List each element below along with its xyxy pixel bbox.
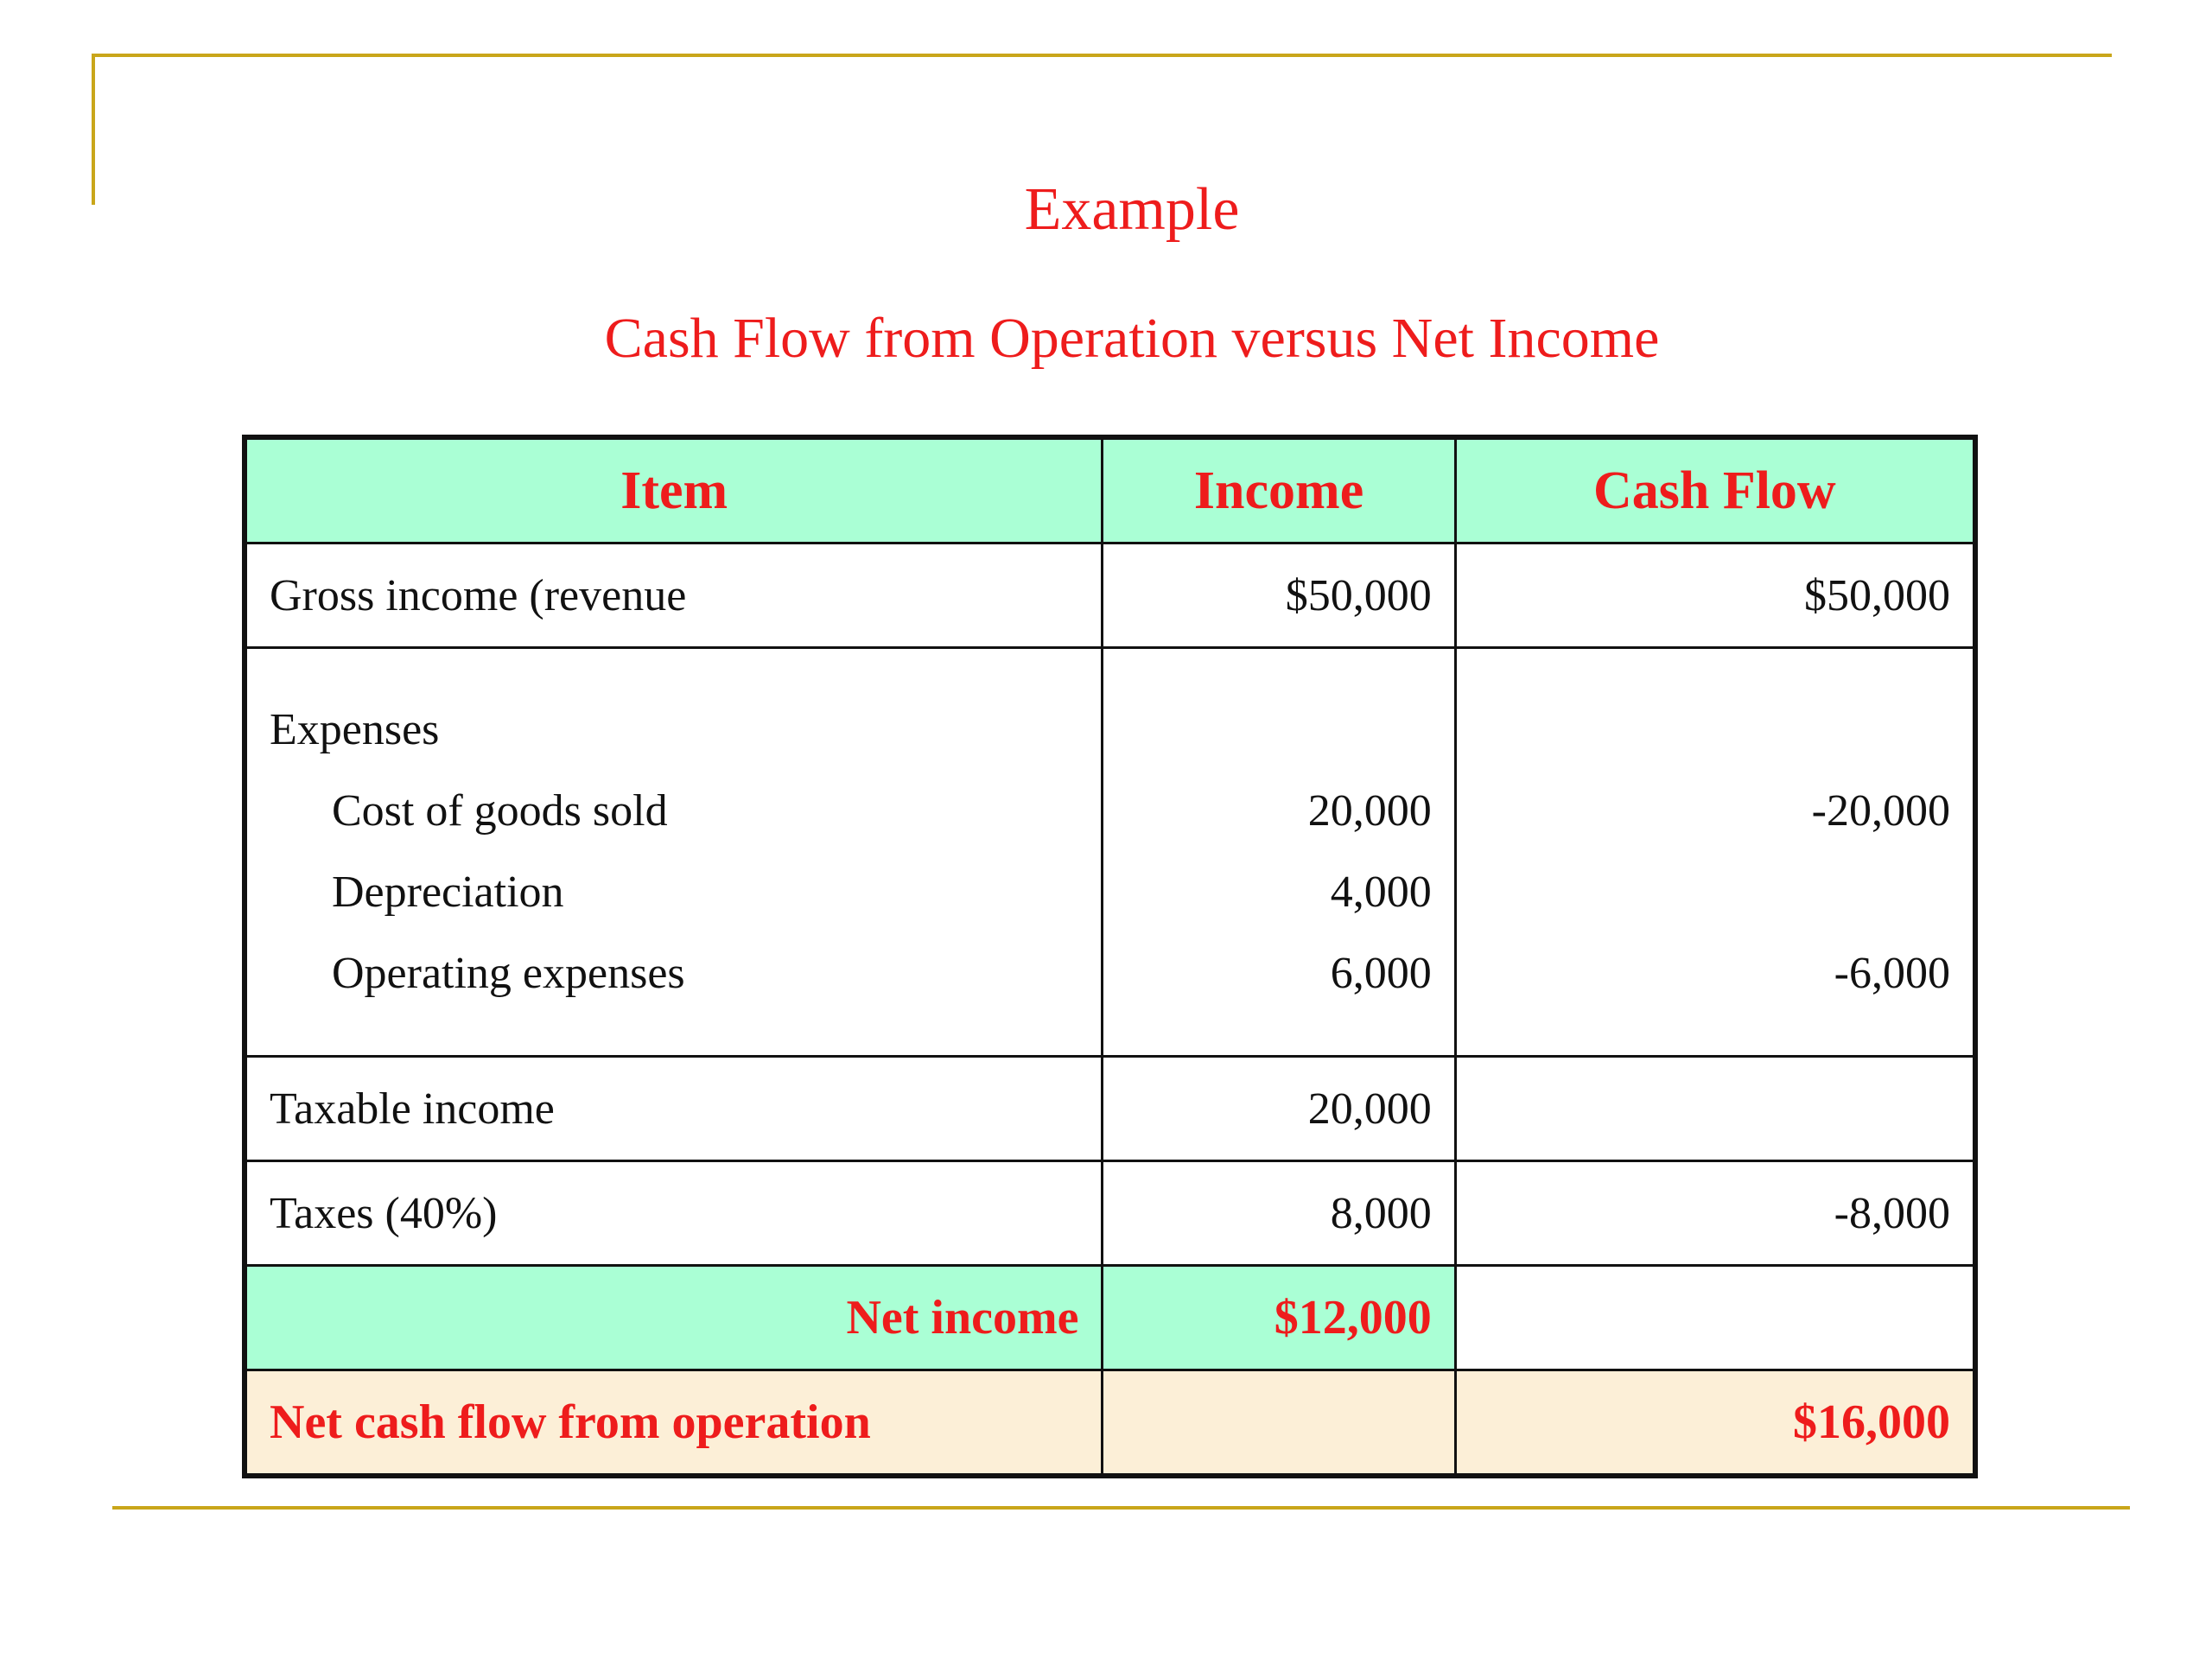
table-row-net-cash-flow: [245, 1370, 1975, 1477]
expense-cogs-cash-flow: -20,000: [1811, 786, 1950, 836]
net-cash-flow-cash-flow: $16,000: [1455, 1370, 1975, 1477]
expense-depreciation-income: 4,000: [1330, 868, 1432, 917]
taxes-label: Taxes (40%): [245, 1161, 1103, 1266]
net-cash-flow-income: [1103, 1370, 1455, 1477]
table-row-taxes: [245, 1161, 1975, 1266]
expense-depreciation-cash-flow: [1479, 852, 1950, 933]
bottom-rule: [112, 1506, 2130, 1510]
expense-operating-cash-flow: -6,000: [1834, 949, 1950, 998]
table-row-expenses: [245, 648, 1975, 1057]
gross-income-label: Gross income (revenue: [245, 543, 1103, 648]
taxable-income-cash-flow: [1455, 1057, 1975, 1161]
expenses-cash-flow-spacer: [1479, 690, 1950, 771]
taxable-income-income: 20,000: [1103, 1057, 1455, 1161]
header-cash-flow: Cash Flow: [1455, 437, 1975, 543]
net-income-label: Net income: [245, 1266, 1103, 1370]
taxes-cash-flow: -8,000: [1455, 1161, 1975, 1266]
expenses-income-spacer: [1126, 690, 1431, 771]
expense-operating-label: Operating expenses: [332, 949, 685, 998]
header-income: Income: [1103, 437, 1455, 543]
expense-depreciation-label: Depreciation: [332, 868, 564, 917]
slide-subtitle: Cash Flow from Operation versus Net Income: [604, 307, 1660, 370]
net-income-cash-flow: [1455, 1266, 1975, 1370]
slide-title: Example: [1024, 176, 1240, 243]
table-row-taxable-income: [245, 1057, 1975, 1161]
expenses-income-cell: [1103, 648, 1455, 1057]
expenses-item-cell: [245, 648, 1103, 1057]
cash-flow-table: [242, 435, 1978, 1478]
header-item: Item: [245, 437, 1103, 543]
expenses-label: Expenses: [270, 705, 440, 754]
taxable-income-label: Taxable income: [245, 1057, 1103, 1161]
net-cash-flow-label: Net cash flow from operation: [245, 1370, 1103, 1477]
table-header-row: [245, 437, 1975, 543]
expense-operating-income: 6,000: [1330, 949, 1432, 998]
taxes-income: 8,000: [1103, 1161, 1455, 1266]
gross-income-cash-flow: $50,000: [1455, 543, 1975, 648]
net-income-income: $12,000: [1103, 1266, 1455, 1370]
table-row-gross-income: [245, 543, 1975, 648]
gross-income-income: $50,000: [1103, 543, 1455, 648]
expense-cogs-income: 20,000: [1307, 786, 1432, 836]
top-rule: [92, 54, 2112, 57]
table-row-net-income: [245, 1266, 1975, 1370]
expenses-cash-flow-cell: [1455, 648, 1975, 1057]
expense-cogs-label: Cost of goods sold: [332, 786, 668, 836]
